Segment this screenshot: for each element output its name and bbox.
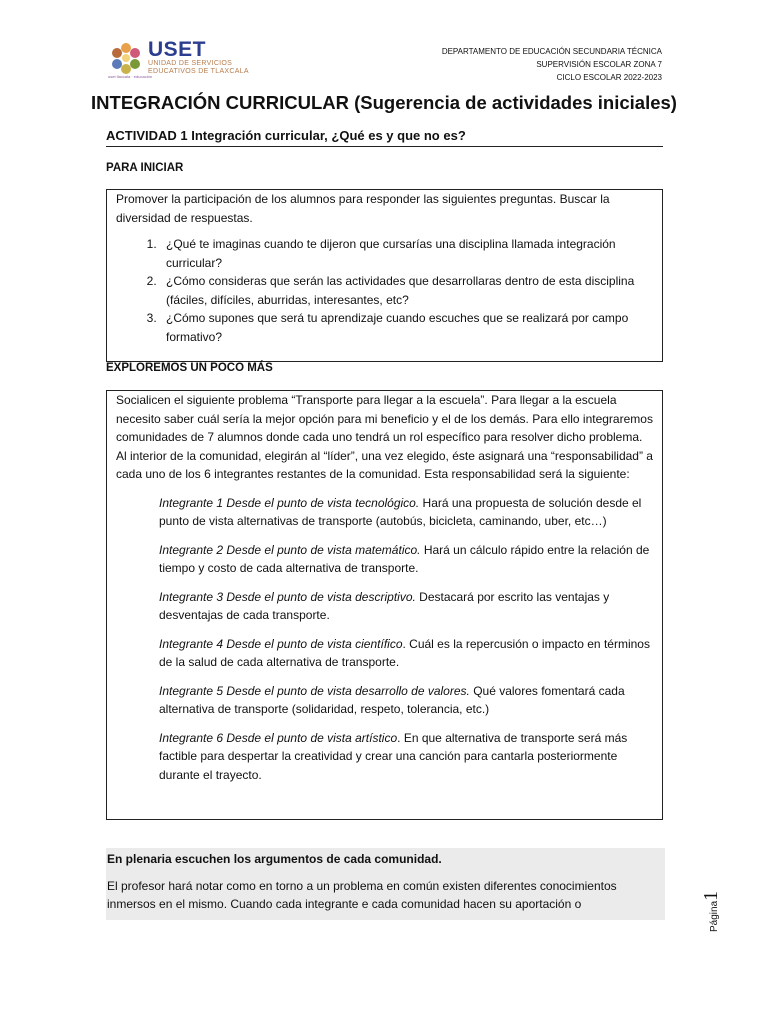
member-role-title: Integrante 1 Desde el punto de vista tecnológico. bbox=[159, 495, 420, 510]
page-number-value: 1 bbox=[700, 890, 722, 901]
logo-subtitle-line2: EDUCATIVOS DE TLAXCALA bbox=[148, 68, 249, 75]
member-role-item bbox=[159, 682, 653, 719]
member-role-description: Hará un cálculo rápido entre la relación de tiempo y costo de cada alternativa de transporte. bbox=[159, 542, 650, 575]
uset-logo bbox=[106, 38, 249, 82]
page-label: Página bbox=[709, 900, 720, 932]
member-role-title: Integrante 2 Desde el punto de vista matemático. bbox=[159, 542, 421, 557]
member-role-description: Qué valores fomentará cada alternativa de transporte (solidaridad, respeto, tolerancia, etc.) bbox=[159, 683, 625, 716]
logo-subtitle-line1: UNIDAD DE SERVICIOS bbox=[148, 60, 233, 67]
plenaria-heading: En plenaria escuchen los argumentos de cada comunidad. bbox=[107, 852, 442, 866]
document-title: INTEGRACIÓN CURRICULAR (Sugerencia de actividades iniciales) bbox=[91, 92, 677, 113]
member-role-item bbox=[159, 541, 653, 578]
member-role-title: Integrante 6 Desde el punto de vista artístico bbox=[159, 730, 398, 745]
question-item: 1. ¿Qué te imaginas cuando te dijeron que cursarías una disciplina llamada integración curricular? bbox=[160, 235, 653, 272]
member-role-item bbox=[159, 494, 653, 531]
logo-tagline: uset tlaxcala · educación bbox=[108, 74, 153, 79]
member-role-title: Integrante 4 Desde el punto de vista científico bbox=[159, 636, 403, 651]
exploremos-intro: Socialicen el siguiente problema “Transporte para llegar a la escuela”. Para llegar a la escuela necesito saber cuál sería la mejor opción para mi beneficio y el de los demás. Para ello integraremos comunidades de 7 alumnos donde cada uno tendrá un rol específico para resolver dicho problema. Al interior de la comunidad, elegirán al “líder”, una vez elegido, éste asignará una “responsabilidad” a cada uno de los 6 integrantes restantes de la comunidad. Esta responsabilidad será la siguiente: bbox=[116, 393, 653, 481]
plenaria-section bbox=[106, 848, 665, 920]
member-role-item bbox=[159, 635, 653, 672]
page-number bbox=[700, 872, 730, 932]
department-name: DEPARTAMENTO DE EDUCACIÓN SECUNDARIA TÉCNICA bbox=[441, 47, 662, 56]
member-role-description: Hará una propuesta de solución desde el punto de vista alternativas de transporte (autobús, bicicleta, caminando, uber, etc…) bbox=[159, 495, 642, 528]
flower-emblem-icon bbox=[106, 38, 146, 78]
plenaria-text: El profesor hará notar como en torno a un problema en común existen diferentes conocimientos inmersos en el mismo. Cuando cada integrante e cada comunidad hacen su aportación o bbox=[107, 878, 617, 911]
school-cycle: CICLO ESCOLAR 2022-2023 bbox=[556, 73, 662, 82]
question-list bbox=[116, 235, 653, 346]
para-iniciar-box bbox=[106, 189, 663, 362]
question-item: 3. ¿Cómo supones que será tu aprendizaje cuando escuches que se realizará por campo formativo? bbox=[160, 309, 653, 346]
member-roles-list bbox=[159, 494, 653, 785]
section-label-para-iniciar: PARA INICIAR bbox=[106, 162, 184, 174]
member-role-description: Destacará por escrito las ventajas y desventajas de cada transporte. bbox=[159, 589, 610, 622]
supervision-zone: SUPERVISIÓN ESCOLAR ZONA 7 bbox=[536, 60, 662, 69]
member-role-title: Integrante 3 Desde el punto de vista descriptivo. bbox=[159, 589, 416, 604]
member-role-item bbox=[159, 729, 653, 785]
activity-title: ACTIVIDAD 1 Integración curricular, ¿Qué es y que no es? bbox=[106, 128, 663, 147]
member-role-title: Integrante 5 Desde el punto de vista desarrollo de valores. bbox=[159, 683, 470, 698]
exploremos-box bbox=[106, 390, 663, 820]
para-iniciar-intro: Promover la participación de los alumnos para responder las siguientes preguntas. Buscar la diversidad de respuestas. bbox=[116, 192, 610, 225]
logo-wordmark: USET bbox=[148, 38, 207, 61]
header-institution-info bbox=[442, 45, 662, 84]
member-role-item bbox=[159, 588, 653, 625]
section-label-exploremos: EXPLOREMOS UN POCO MÁS bbox=[106, 362, 273, 374]
question-item: 2. ¿Cómo consideras que serán las actividades que desarrollaras dentro de esta disciplina (fáciles, difíciles, aburridas, interesantes, etc? bbox=[160, 272, 653, 309]
logo-subtitle bbox=[148, 60, 249, 76]
member-role-description: . En que alternativa de transporte será más factible para despertar la creatividad y crear una canción para cantarla posteriormente durante el trayecto. bbox=[159, 730, 628, 782]
member-role-description: . Cuál es la repercusión o impacto en términos de la salud de cada alternativa de transporte. bbox=[159, 636, 650, 669]
